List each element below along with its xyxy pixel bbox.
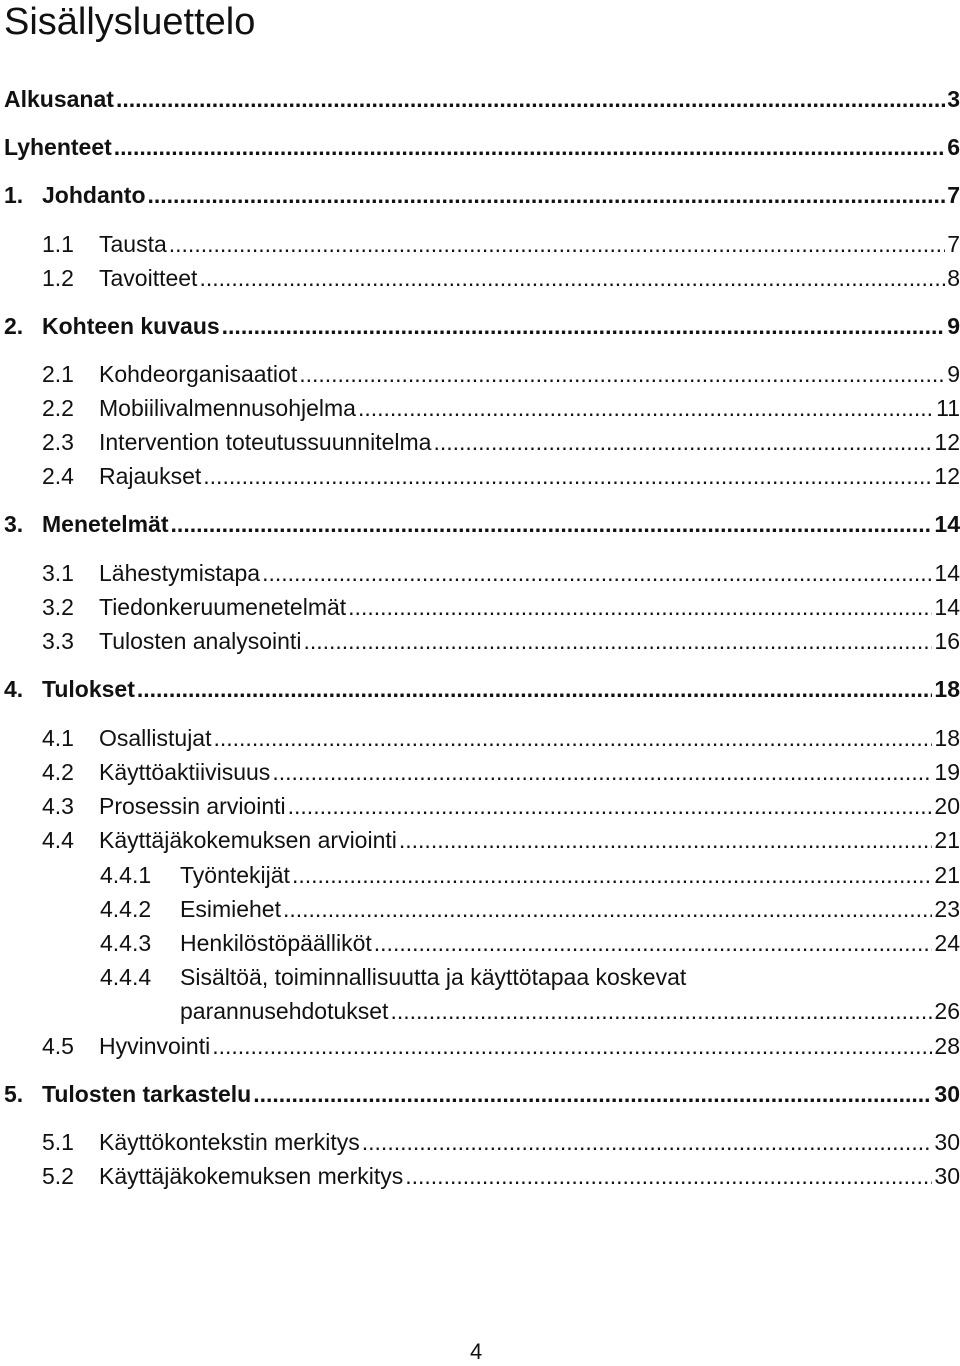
toc-entry-text: Esimiehet <box>180 896 281 922</box>
toc-entry-number: 4.4.3 <box>100 930 152 956</box>
toc-entry-text: Kohteen kuvaus <box>42 313 220 339</box>
dot-leader <box>374 928 933 958</box>
dot-leader <box>114 132 945 162</box>
dot-leader <box>148 180 946 210</box>
toc-entry-4-3[interactable] <box>42 791 960 821</box>
toc-entry-number: 4.4.1 <box>100 862 152 888</box>
toc-entry-chapter-5[interactable] <box>4 1079 960 1109</box>
toc-entry-page: 6 <box>947 134 960 160</box>
dot-leader <box>272 757 932 787</box>
toc-entry-number: 3.1 <box>42 560 74 586</box>
toc-entry-number: 1.1 <box>42 231 74 257</box>
toc-entry-text: Johdanto <box>42 182 146 208</box>
toc-entry-number: 4.4.2 <box>100 896 152 922</box>
toc-entry-number: 5.2 <box>42 1163 74 1189</box>
toc-entry-number: 4.5 <box>42 1033 74 1059</box>
toc-entry-number: 4.4 <box>42 827 74 853</box>
dot-leader <box>399 825 933 855</box>
dot-leader <box>203 461 932 491</box>
toc-entry-text: Tulokset <box>42 676 135 702</box>
toc-entry-page: 24 <box>934 930 960 956</box>
dot-leader <box>358 393 934 423</box>
toc-entry-page: 14 <box>934 594 960 620</box>
toc-entry-page: 7 <box>947 182 960 208</box>
toc-entry-4-4[interactable] <box>42 825 960 855</box>
dot-leader <box>283 894 932 924</box>
toc-entry-text: Prosessin arviointi <box>99 793 286 819</box>
toc-entry-text: Käyttäjäkokemuksen arviointi <box>99 827 397 853</box>
toc-entry-text: parannusehdotukset <box>180 998 389 1024</box>
toc-entry-page: 9 <box>947 361 960 387</box>
toc-entry-4-4-4[interactable] <box>100 962 686 992</box>
dot-leader <box>137 674 933 704</box>
toc-entry-text: Työntekijät <box>180 862 290 888</box>
toc-entry-text: Lähestymistapa <box>99 560 261 586</box>
dot-leader <box>212 1031 932 1061</box>
toc-entry-text: Tiedonkeruumenetelmät <box>99 594 347 620</box>
toc-entry-chapter-2[interactable] <box>4 311 960 341</box>
toc-entry-number: 1. <box>4 182 24 208</box>
toc-entry-page: 30 <box>934 1163 960 1189</box>
toc-entry-text: Sisältöä, toiminnallisuutta ja käyttötapaa koskevat <box>180 964 687 990</box>
toc-entry-page: 19 <box>934 759 960 785</box>
toc-entry-number: 2.3 <box>42 429 74 455</box>
toc-entry-text: Tausta <box>99 231 167 257</box>
toc-entry-page: 30 <box>934 1081 960 1107</box>
dot-leader <box>362 1127 933 1157</box>
toc-entry-3-2[interactable] <box>42 592 960 622</box>
toc-entry-page: 7 <box>947 231 960 257</box>
toc-entry-page: 14 <box>934 511 960 537</box>
toc-entry-page: 23 <box>934 896 960 922</box>
toc-entry-page: 20 <box>934 793 960 819</box>
toc-entry-text: Intervention toteutussuunnitelma <box>99 429 432 455</box>
toc-entry-text: Tavoitteet <box>99 265 198 291</box>
dot-leader <box>262 558 932 588</box>
toc-entry-chapter-4[interactable] <box>4 674 960 704</box>
toc-entry-2-1[interactable] <box>42 359 960 389</box>
toc-entry-number: 3. <box>4 511 24 537</box>
dot-leader <box>116 84 945 114</box>
toc-entry-number: 3.2 <box>42 594 74 620</box>
toc-entry-text: Tulosten analysointi <box>99 628 302 654</box>
toc-entry-alkusanat[interactable] <box>4 84 960 114</box>
toc-entry-chapter-1[interactable] <box>4 180 960 210</box>
toc-entry-number: 4.4.4 <box>100 964 152 990</box>
toc-entry-number: 1.2 <box>42 265 74 291</box>
page-number: 4 <box>470 1339 483 1364</box>
dot-leader <box>292 860 932 890</box>
toc-entry-number: 5.1 <box>42 1129 74 1155</box>
toc-entry-number: 4.1 <box>42 725 74 751</box>
toc-entry-4-5[interactable] <box>42 1031 960 1061</box>
toc-entry-2-3[interactable] <box>42 427 960 457</box>
toc-entry-text: Osallistujat <box>99 725 212 751</box>
toc-entry-page: 3 <box>947 86 960 112</box>
toc-entry-page: 12 <box>934 429 960 455</box>
toc-entry-text: Alkusanat <box>4 86 114 112</box>
dot-leader <box>433 427 932 457</box>
toc-entry-4-4-3[interactable] <box>100 928 960 958</box>
toc-entry-text: Kohdeorganisaatiot <box>99 361 298 387</box>
dot-leader <box>213 723 932 753</box>
toc-entry-number: 2.1 <box>42 361 74 387</box>
toc-entry-2-2[interactable] <box>42 393 960 423</box>
toc-entry-number: 2. <box>4 313 24 339</box>
toc-entry-4-2[interactable] <box>42 757 960 787</box>
toc-entry-text: Menetelmät <box>42 511 169 537</box>
toc-entry-text: Henkilöstöpäälliköt <box>180 930 372 956</box>
dot-leader <box>348 592 932 622</box>
toc-entry-page: 21 <box>934 827 960 853</box>
toc-entry-page: 9 <box>947 313 960 339</box>
toc-entry-5-2[interactable] <box>42 1161 960 1191</box>
toc-entry-page: 18 <box>934 725 960 751</box>
toc-entry-page: 28 <box>934 1033 960 1059</box>
toc-entry-page: 14 <box>934 560 960 586</box>
toc-entry-page: 21 <box>934 862 960 888</box>
toc-entry-page: 26 <box>934 998 960 1024</box>
toc-entry-3-3[interactable] <box>42 626 960 656</box>
dot-leader <box>299 359 945 389</box>
toc-entry-number: 4. <box>4 676 24 702</box>
toc-entry-text: Mobiilivalmennusohjelma <box>99 395 356 421</box>
toc-entry-4-4-1[interactable] <box>100 860 960 890</box>
toc-entry-text: Käyttöaktiivisuus <box>99 759 271 785</box>
toc-entry-number: 4.2 <box>42 759 74 785</box>
toc-entry-4-4-2[interactable] <box>100 894 960 924</box>
toc-entry-2-4[interactable] <box>42 461 960 491</box>
dot-leader <box>171 509 933 539</box>
dot-leader <box>253 1079 932 1109</box>
toc-entry-number: 5. <box>4 1081 24 1107</box>
toc-entry-number: 4.3 <box>42 793 74 819</box>
toc-entry-number: 2.4 <box>42 463 74 489</box>
toc-entry-text: Lyhenteet <box>4 134 112 160</box>
toc-entry-text: Tulosten tarkastelu <box>42 1081 252 1107</box>
toc-entry-chapter-3[interactable] <box>4 509 960 539</box>
dot-leader <box>405 1161 932 1191</box>
toc-entry-number: 3.3 <box>42 628 74 654</box>
toc-entry-5-1[interactable] <box>42 1127 960 1157</box>
toc-entry-1-1[interactable] <box>42 229 960 259</box>
page-title: Sisällysluettelo <box>4 1 256 43</box>
dot-leader <box>303 626 932 656</box>
toc-entry-number: 2.2 <box>42 395 74 421</box>
toc-entry-text: Käyttökontekstin merkitys <box>99 1129 360 1155</box>
dot-leader <box>222 311 946 341</box>
toc-entry-text: Hyvinvointi <box>99 1033 211 1059</box>
toc-entry-lyhenteet[interactable] <box>4 132 960 162</box>
toc-entry-page: 8 <box>947 265 960 291</box>
toc-entry-text: Käyttäjäkokemuksen merkitys <box>99 1163 404 1189</box>
dot-leader <box>199 263 945 293</box>
toc-entry-page: 30 <box>934 1129 960 1155</box>
toc-entry-text: Rajaukset <box>99 463 202 489</box>
dot-leader <box>169 229 945 259</box>
toc-entry-4-1[interactable] <box>42 723 960 753</box>
dot-leader <box>288 791 933 821</box>
toc-entry-page: 16 <box>934 628 960 654</box>
toc-entry-3-1[interactable] <box>42 558 960 588</box>
toc-entry-page: 12 <box>934 463 960 489</box>
dot-leader <box>390 996 932 1026</box>
toc-entry-4-4-4-continuation[interactable] <box>180 996 960 1026</box>
toc-entry-page: 18 <box>934 676 960 702</box>
toc-entry-1-2[interactable] <box>42 263 960 293</box>
toc-entry-page: 11 <box>936 395 960 421</box>
